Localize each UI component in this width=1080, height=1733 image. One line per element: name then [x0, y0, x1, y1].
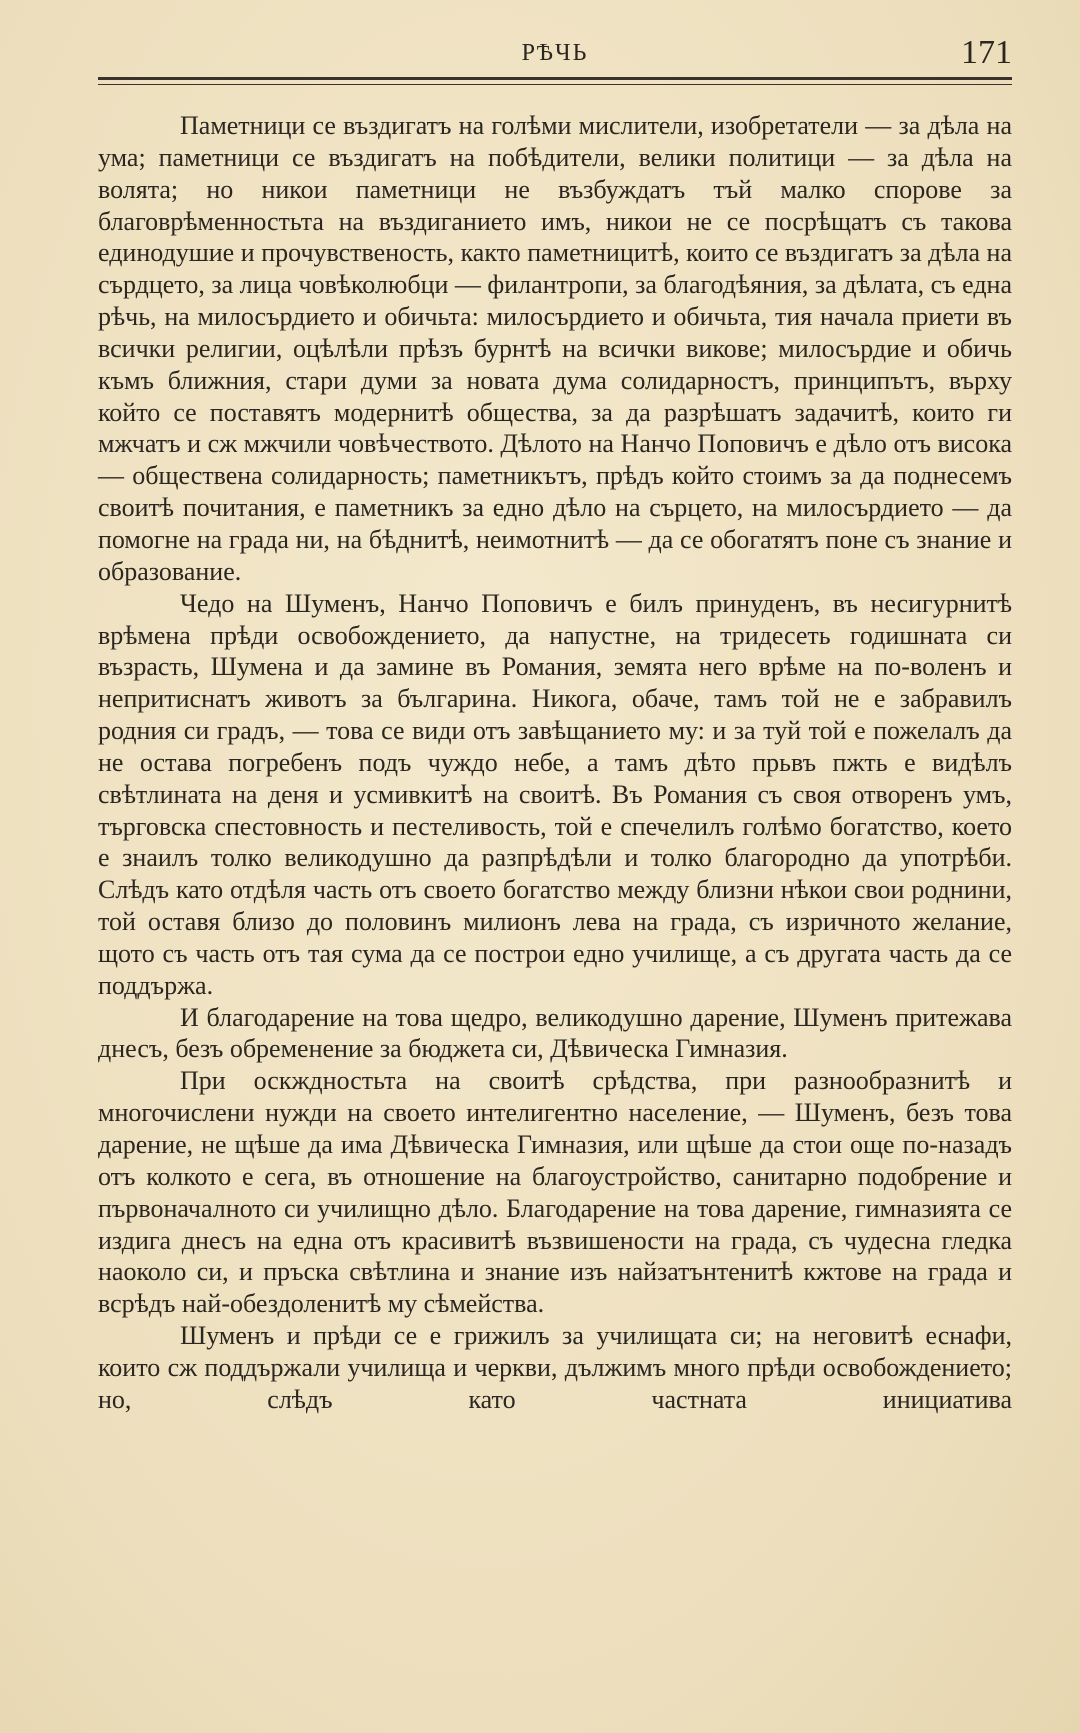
paragraph-schools: Шуменъ и прѣди се е грижилъ за училищата си; на неговитѣ еснафи, които сж поддържали училища и черкви, дължимъ много прѣди освобождението; но, слѣдъ като частната инициатива — [98, 1321, 1012, 1414]
paragraph-biography: Чедо на Шуменъ, Нанчо Поповичъ е билъ принуденъ, въ несигурнитѣ врѣмена прѣди освобождението, да напустне, на тридесеть годишната си възрасть, Шумена и да замине въ Романия, земята него врѣме на по-воленъ и непритиснатъ животъ за българина. Никога, обаче, тамъ той не е забравилъ родния си градъ, — това се види отъ завѣщанието му: и за туй той е пожелалъ да не остава погребенъ подъ чуждо небе, а тамъ дѣто прьвъ пжть е видѣлъ свѣтлината на деня и усмивкитѣ на своитѣ. Въ Романия съ своя отворенъ умъ, търговска спестовность и пестеливость, той е спечелилъ голѣмо богатство, което е знаилъ толко великодушно да разпрѣдѣли и толко благородно да употрѣби. Слѣдъ като отдѣля часть отъ своето богатство между близни нѣкои свои роднини, той оставя близо до половинъ милионъ лева на града, съ изричното желание, щото съ часть отъ тая сума да се построи едно училище, а съ другата часть да се поддържа. — [98, 588, 1012, 1000]
body-text — [98, 110, 1012, 1416]
running-head — [98, 30, 1012, 74]
page-number: 171 — [961, 34, 1012, 71]
paragraph-monuments: Паметници се въздигатъ на голѣми мислители, изобретатели — за дѣла на ума; паметници се въздигатъ на побѣдители, велики политици — за дѣла на волята; но никои паметници не възбуждатъ тъй малко спорове за благоврѣменностьта на въздиганието имъ, никои не се посрѣщатъ съ такова единодушие и прочувственость, както паметницитѣ, които се въздигатъ за дѣла на сърдцето, за лица човѣколюбци — филантропи, за благодѣяния, за дѣлата, съ една рѣчь, на милосърдието и обичьта: милосърдието и обичьта, тия начала приети въ всички религии, оцѣлѣли прѣзъ бурнтѣ на всички викове; милосърдие и обичь къмъ ближния, стари думи за новата дума солидарностъ, принципътъ, върху който се поставятъ модернитѣ общества, за да разрѣшатъ задачитѣ, които ги мжчатъ и сж мжчили човѣчеството. Дѣлото на Нанчо Поповичъ е дѣло отъ висока — обществена солидарность; паметникътъ, прѣдъ който стоимъ за да поднесемъ своитѣ почитания, е паметникъ за едно дѣло на сърцето, на милосърдието — да помогне на града ни, на бѣднитѣ, неимотнитѣ — да се обогатятъ поне съ знание и образование. — [98, 111, 1012, 586]
paragraph-donation-impact: При оскждностьта на своитѣ срѣдства, при разнообразнитѣ и многочислени нужди на своето интелигентно население, — Шуменъ, безъ това дарение, не щѣше да има Дѣвическа Гимназия, или щѣше да стои още по-назадъ отъ колкото е сега, въ отношение на благоустройство, санитарно подобрение и първоначалното си училищно дѣло. Благодарение на това дарение, гимназията се издига днесъ на една отъ красивитѣ възвишености на града, съ чудесна гледка наоколо си, и пръска свѣтлина и знание изъ найзатънтенитѣ кжтове на града и всрѣдъ най-обездоленитѣ му сѣмейства. — [98, 1066, 1012, 1319]
running-title: РѢЧЬ — [521, 40, 589, 66]
header-rule-thick — [98, 77, 1012, 80]
header-rule-thin — [98, 84, 1012, 85]
paragraph-gymnasium: И благодарение на това щедро, великодушно дарение, Шуменъ притежава днесъ, безъ обременение за бюджета си, Дѣвическа Гимназия. — [98, 1002, 1012, 1064]
